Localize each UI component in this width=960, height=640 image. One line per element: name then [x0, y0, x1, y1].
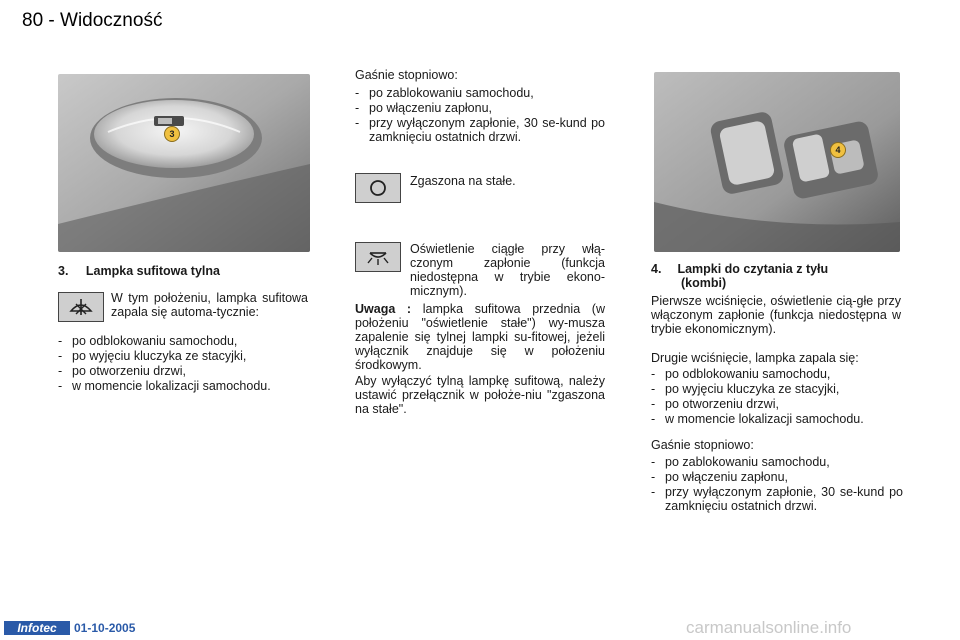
on-icon-box [355, 242, 401, 272]
heading-number: 4. [651, 262, 662, 276]
heading-number: 3. [58, 264, 69, 278]
automatic-mode-icon-box [58, 292, 104, 322]
note-label: Uwaga : [355, 302, 412, 316]
section-heading-3 [58, 264, 318, 278]
print-date: 01-10-2005 [74, 621, 136, 635]
heading-text: Lampki do czytania z tyłu [677, 262, 829, 276]
list-item: - po otworzeniu drzwi, [58, 364, 313, 378]
second-press-text: Drugie wciśnięcie, lampka zapala się: [651, 351, 859, 365]
list-item: - po włączeniu zapłonu, [651, 470, 903, 484]
reading-lamps-illustration [654, 72, 900, 252]
on-text: Oświetlenie ciągłe przy włą-czonym zapłonie (funkcja niedostępna w trybie ekono-micznym). [410, 242, 605, 298]
list-item: - po włączeniu zapłonu, [355, 101, 605, 115]
list-item: - w momencie lokalizacji samochodu. [58, 379, 313, 393]
list-item: - przy wyłączonym zapłonie, 30 se-kund po zamknięciu ostatnich drzwi. [355, 116, 605, 144]
note-paragraph [355, 302, 605, 372]
callout-3: 3 [164, 126, 180, 142]
second-press-conditions [651, 367, 901, 427]
off-icon-box [355, 173, 401, 203]
ceiling-lamp-illustration [58, 74, 310, 252]
page-title: 80 - Widoczność [22, 10, 163, 31]
lamp-on-icon [363, 247, 393, 267]
infotec-badge: Infotec [4, 621, 70, 635]
note-text: lampka sufitowa przednia (w położeniu "oświetlenie stałe") wy-musza zapalenie się tylnej lampki su-fitowej, jeżeli wyłącznik znajduje się w położeniu środkowym. [355, 302, 605, 372]
extinguish-heading: Gaśnie stopniowo: [355, 68, 458, 82]
list-item: - w momencie lokalizacji samochodu. [651, 412, 901, 426]
ceiling-lamp-photo [58, 74, 310, 252]
first-press-text: Pierwsze wciśnięcie, oświetlenie cią-głe przy włączonym zapłonie (funkcja niedostępna w trybie ekonomicznym). [651, 294, 901, 336]
door-lamp-icon [67, 297, 95, 317]
heading-subtext: (kombi) [681, 276, 727, 290]
extinguish-heading-2: Gaśnie stopniowo: [651, 438, 754, 452]
list-item: - po zablokowaniu samochodu, [355, 86, 605, 100]
list-item: - po zablokowaniu samochodu, [651, 455, 903, 469]
watermark-link[interactable]: carmanualsonline.info [686, 618, 852, 637]
extinguish-conditions-2 [651, 455, 903, 514]
auto-light-conditions [58, 334, 313, 394]
heading-text: Lampka sufitowa tylna [85, 264, 220, 278]
section-heading-4 [651, 262, 901, 290]
list-item: - po wyjęciu kluczyka ze stacyjki, [651, 382, 901, 396]
extinguish-conditions [355, 86, 605, 145]
list-item: - po odblokowaniu samochodu, [58, 334, 313, 348]
circle-off-icon [366, 178, 390, 198]
reading-lamps-photo [654, 72, 900, 252]
list-item: - po wyjęciu kluczyka ze stacyjki, [58, 349, 313, 363]
list-item: - po otworzeniu drzwi, [651, 397, 901, 411]
callout-4: 4 [830, 142, 846, 158]
list-item: - przy wyłączonym zapłonie, 30 se-kund po zamknięciu ostatnich drzwi. [651, 485, 903, 513]
off-text: Zgaszona na stałe. [410, 174, 516, 188]
automatic-mode-text: W tym położeniu, lampka sufitowa zapala się automa-tycznie: [111, 291, 308, 319]
list-item: - po odblokowaniu samochodu, [651, 367, 901, 381]
switch-off-paragraph: Aby wyłączyć tylną lampkę sufitową, należy ustawić przełącznik w położe-niu "zgaszona na stałe". [355, 374, 605, 416]
